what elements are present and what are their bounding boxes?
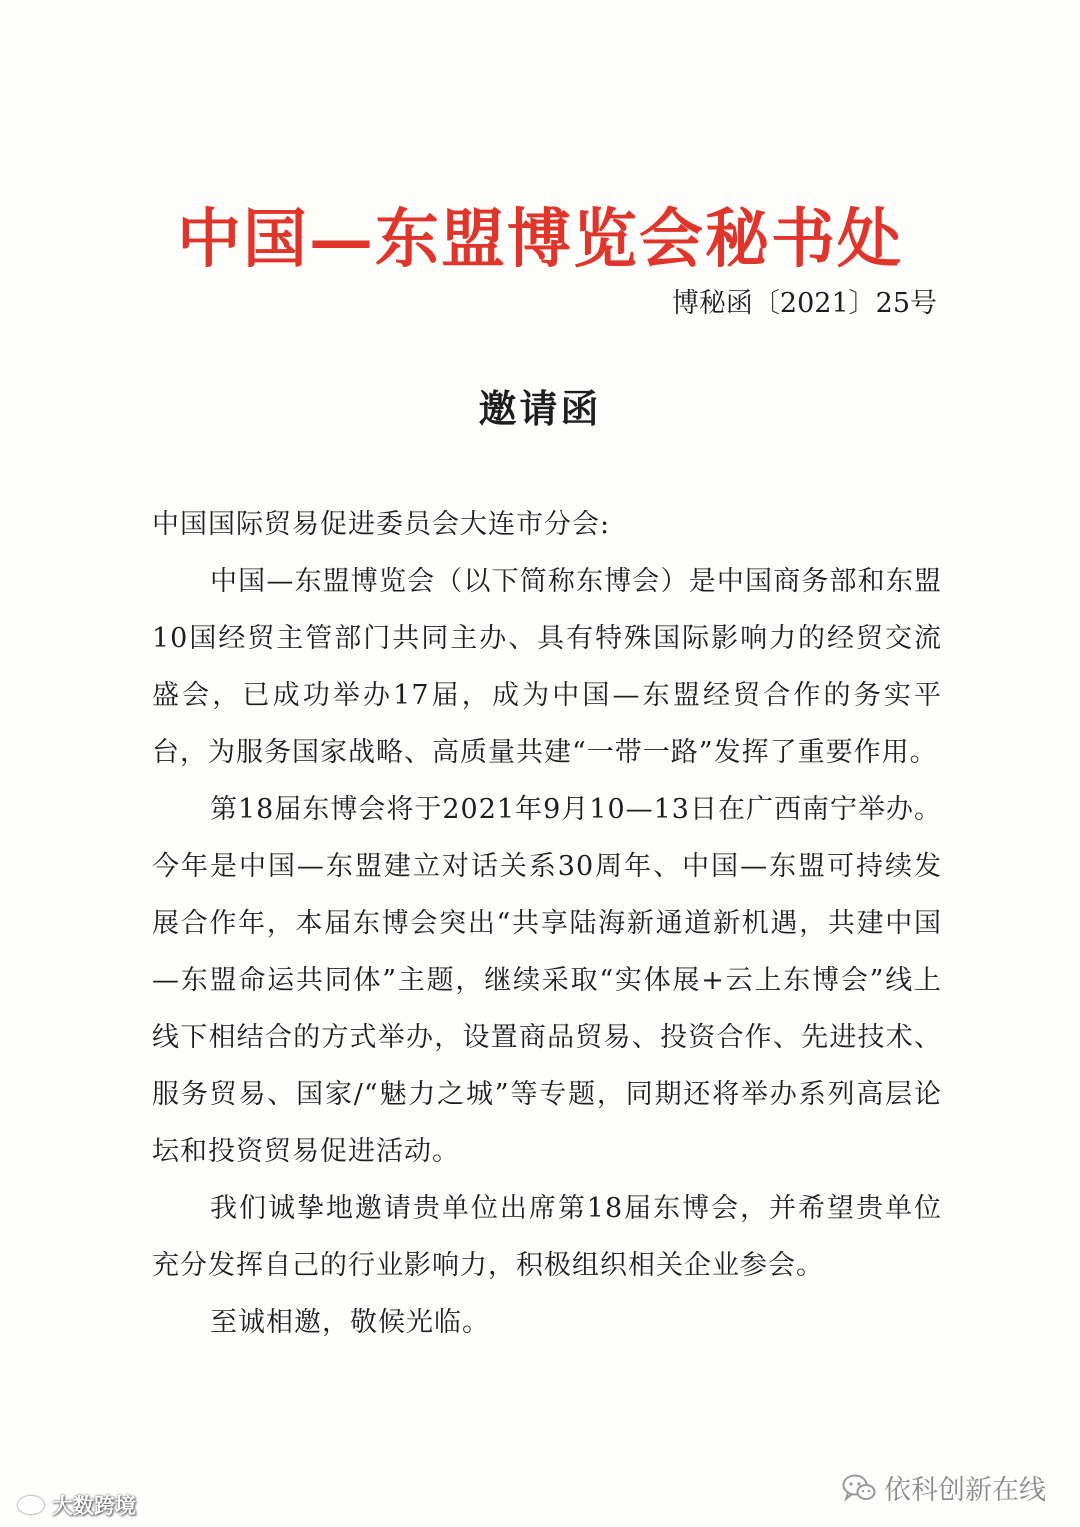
paragraph-closing: 至诚相邀，敬候光临。: [210, 1307, 490, 1338]
watermark-left-text: 大数跨境: [52, 1494, 136, 1518]
document-title: 邀请函: [478, 386, 602, 431]
letter-body: [152, 496, 942, 1351]
letterhead-organization: 中国—东盟博览会秘书处: [177, 202, 903, 277]
paragraph-invitation: 我们诚挚地邀请贵单位出席第18届东博会，并希望贵单位充分发挥自己的行业影响力，积极组织相关企业参会。: [152, 1193, 942, 1281]
watermark-right-text: 依科创新在线: [884, 1475, 1046, 1506]
salutation: 中国国际贸易促进委员会大连市分会:: [152, 509, 611, 540]
watermark-right: [842, 1468, 1046, 1507]
wechat-icon: [842, 1473, 876, 1503]
document-number: 博秘函〔2021〕25号: [671, 288, 937, 319]
watermark-left: [18, 1490, 136, 1520]
watermark-logo-icon: [18, 1496, 44, 1514]
paragraph-intro: 中国—东盟博览会（以下简称东博会）是中国商务部和东盟10国经贸主管部门共同主办、具有特殊国际影响力的经贸交流盛会，已成功举办17届，成为中国—东盟经贸合作的务实平台，为服务国家战略、高质量共建“一带一路”发挥了重要作用。: [152, 566, 942, 768]
paragraph-event-details: 第18届东博会将于2021年9月10—13日在广西南宁举办。今年是中国—东盟建立对话关系30周年、中国—东盟可持续发展合作年，本届东博会突出“共享陆海新通道新机遇，共建中国—东盟命运共同体”主题，继续采取“实体展+云上东博会”线上线下相结合的方式举办，设置商品贸易、投资合作、先进技术、服务贸易、国家/“魅力之城”等专题，同期还将举办系列高层论坛和投资贸易促进活动。: [152, 794, 942, 1167]
